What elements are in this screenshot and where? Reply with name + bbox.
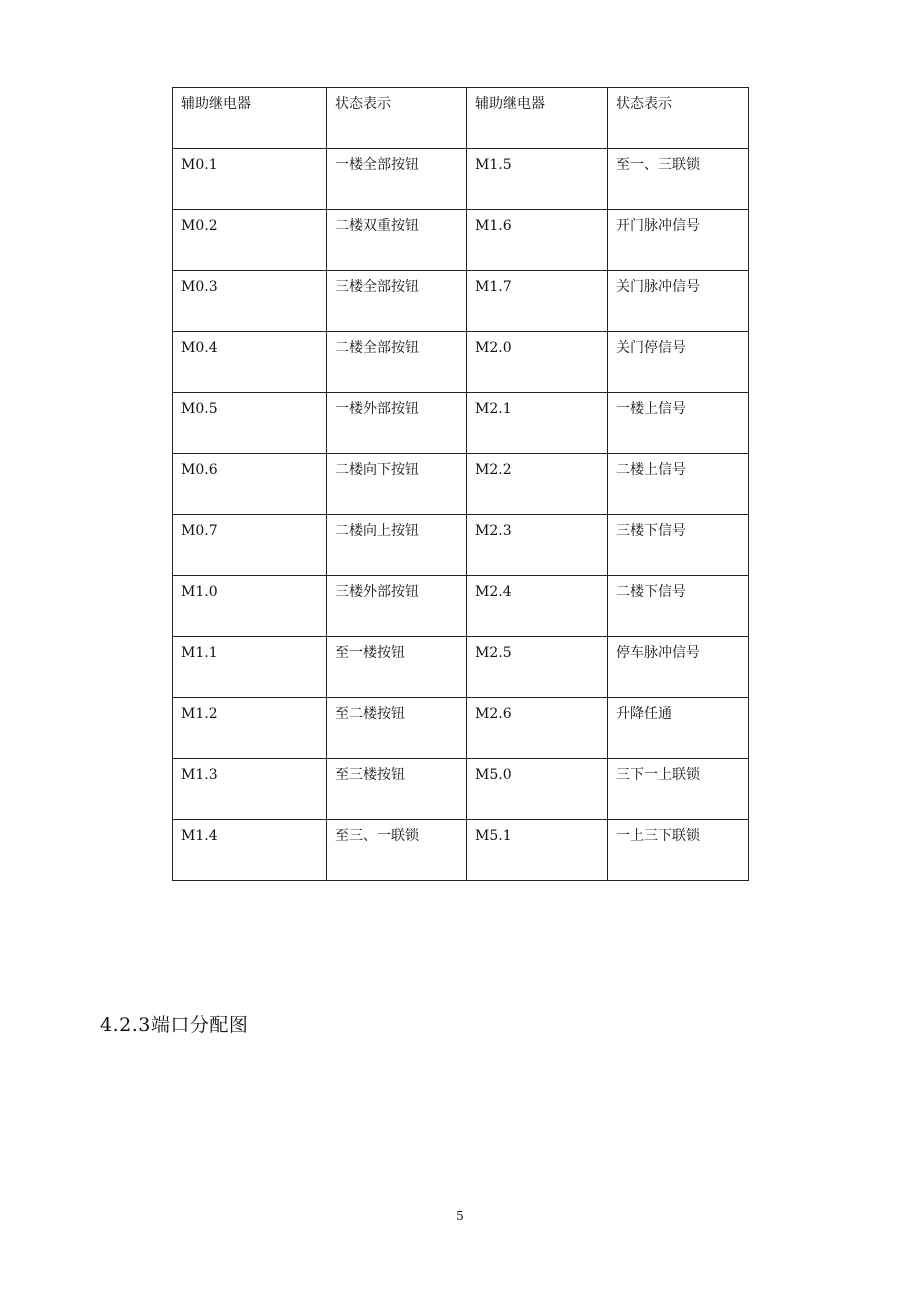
status-cell: 二楼全部按钮: [327, 332, 467, 393]
table-row: [173, 759, 749, 820]
table-row: [173, 515, 749, 576]
table-row: [173, 820, 749, 881]
table-row: [173, 149, 749, 210]
status-cell: 至三楼按钮: [327, 759, 467, 820]
table-row: [173, 576, 749, 637]
relay-cell: M0.5: [173, 393, 327, 454]
status-cell: 至三、一联锁: [327, 820, 467, 881]
relay-cell: M1.2: [173, 698, 327, 759]
status-cell: 一上三下联锁: [608, 820, 749, 881]
status-cell: 二楼上信号: [608, 454, 749, 515]
relay-cell: M2.5: [467, 637, 608, 698]
table-row: [173, 332, 749, 393]
status-cell: 关门脉冲信号: [608, 271, 749, 332]
status-cell: 至二楼按钮: [327, 698, 467, 759]
status-cell: 三楼全部按钮: [327, 271, 467, 332]
table-row: [173, 393, 749, 454]
section-heading: 4.2.3端口分配图: [100, 1014, 249, 1036]
header-relay: 辅助继电器: [467, 88, 608, 149]
status-cell: 一楼上信号: [608, 393, 749, 454]
relay-cell: M0.7: [173, 515, 327, 576]
relay-cell: M2.2: [467, 454, 608, 515]
relay-cell: M1.5: [467, 149, 608, 210]
header-status: 状态表示: [608, 88, 749, 149]
relay-cell: M0.3: [173, 271, 327, 332]
status-cell: 一楼全部按钮: [327, 149, 467, 210]
status-cell: 二楼向下按钮: [327, 454, 467, 515]
relay-cell: M0.1: [173, 149, 327, 210]
relay-cell: M1.1: [173, 637, 327, 698]
status-cell: 三楼外部按钮: [327, 576, 467, 637]
status-cell: 二楼下信号: [608, 576, 749, 637]
relay-cell: M0.6: [173, 454, 327, 515]
relay-cell: M2.1: [467, 393, 608, 454]
relay-cell: M0.2: [173, 210, 327, 271]
relay-cell: M2.4: [467, 576, 608, 637]
status-cell: 二楼向上按钮: [327, 515, 467, 576]
table-row: [173, 637, 749, 698]
status-cell: 一楼外部按钮: [327, 393, 467, 454]
relay-cell: M2.0: [467, 332, 608, 393]
table-row: [173, 698, 749, 759]
relay-cell: M1.7: [467, 271, 608, 332]
relay-cell: M1.6: [467, 210, 608, 271]
status-cell: 升降任通: [608, 698, 749, 759]
table-header-row: [173, 88, 749, 149]
relay-cell: M0.4: [173, 332, 327, 393]
relay-cell: M1.3: [173, 759, 327, 820]
relay-cell: M5.1: [467, 820, 608, 881]
status-cell: 开门脉冲信号: [608, 210, 749, 271]
table-row: [173, 210, 749, 271]
status-cell: 关门停信号: [608, 332, 749, 393]
status-cell: 至一楼按钮: [327, 637, 467, 698]
status-cell: 三楼下信号: [608, 515, 749, 576]
relay-cell: M2.6: [467, 698, 608, 759]
status-cell: 停车脉冲信号: [608, 637, 749, 698]
header-relay: 辅助继电器: [173, 88, 327, 149]
relay-cell: M1.0: [173, 576, 327, 637]
status-cell: 三下一上联锁: [608, 759, 749, 820]
status-cell: 二楼双重按钮: [327, 210, 467, 271]
table-row: [173, 271, 749, 332]
relay-status-table: [172, 87, 749, 881]
page-number: 5: [456, 1209, 464, 1223]
relay-cell: M1.4: [173, 820, 327, 881]
relay-cell: M2.3: [467, 515, 608, 576]
relay-cell: M5.0: [467, 759, 608, 820]
table-row: [173, 454, 749, 515]
header-status: 状态表示: [327, 88, 467, 149]
status-cell: 至一、三联锁: [608, 149, 749, 210]
